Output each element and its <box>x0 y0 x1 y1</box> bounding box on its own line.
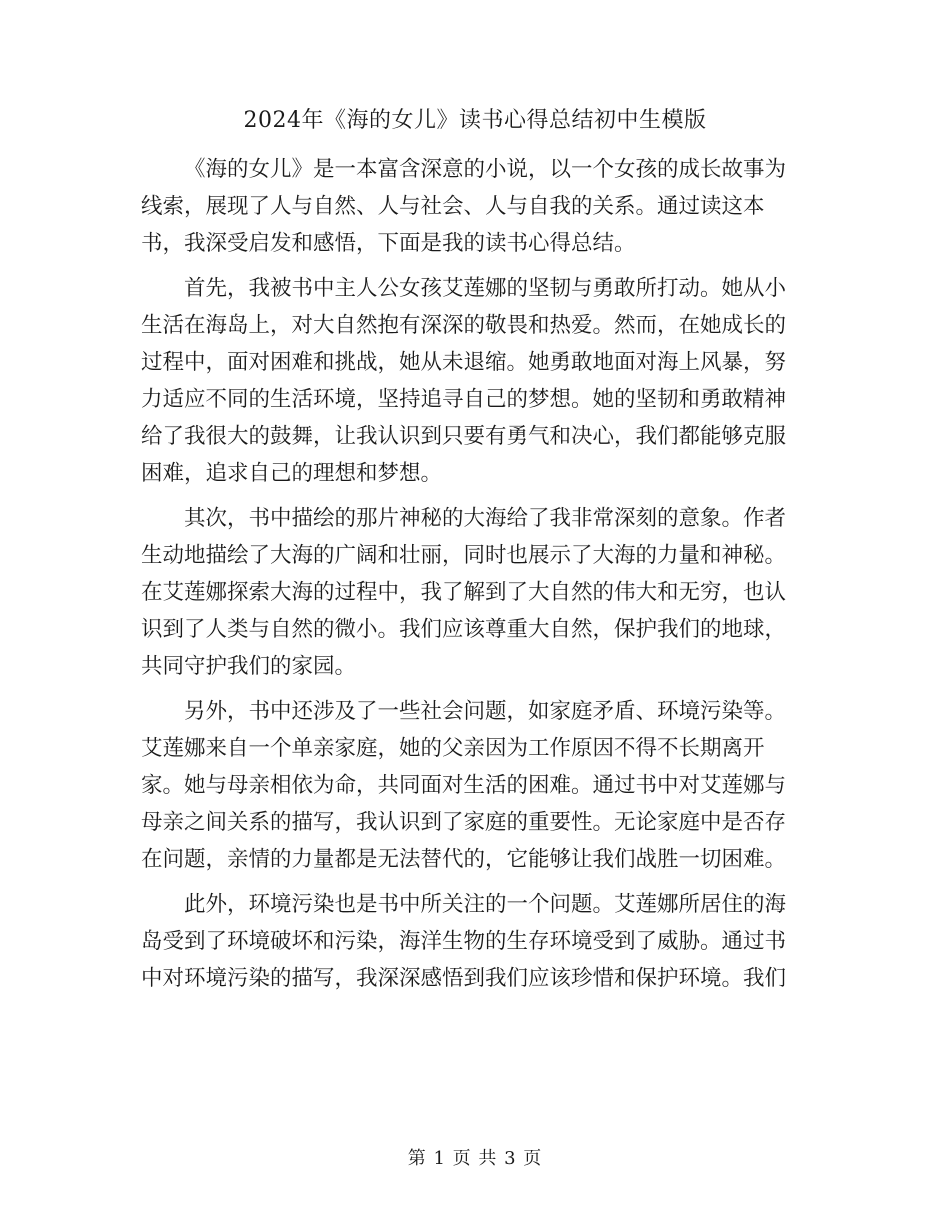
text-line: 书，我深受启发和感悟，下面是我的读书心得总结。 <box>141 231 636 256</box>
text-line: 首先，我被书中主人公女孩艾莲娜的坚韧与勇敢所打动。她从小 <box>184 276 787 301</box>
text-line: 此外，环境污染也是书中所关注的一个问题。艾莲娜所居住的海 <box>184 892 787 917</box>
text-line: 中对环境污染的描写，我深深感悟到我们应该珍惜和保护环境。我们 <box>141 966 787 991</box>
text-line: 《海的女儿》是一本富含深意的小说，以一个女孩的成长故事为 <box>184 157 787 182</box>
paragraph-first <box>141 270 805 492</box>
paragraph-fourth <box>141 886 805 997</box>
text-line: 岛受到了环境破坏和污染，海洋生物的生存环境受到了威胁。通过书 <box>141 929 787 954</box>
paragraph-intro <box>141 151 805 262</box>
text-line: 其次，书中描绘的那片神秘的大海给了我非常深刻的意象。作者 <box>184 506 787 531</box>
text-line: 生活在海岛上，对大自然抱有深深的敬畏和热爱。然而，在她成长的 <box>141 313 787 338</box>
text-line: 给了我很大的鼓舞，让我认识到只要有勇气和决心，我们都能够克服 <box>141 424 787 449</box>
text-line: 母亲之间关系的描写，我认识到了家庭的重要性。无论家庭中是否存 <box>141 810 787 835</box>
page-number-footer: 第 1 页 共 3 页 <box>407 1148 543 1169</box>
text-line: 过程中，面对困难和挑战，她从未退缩。她勇敢地面对海上风暴，努 <box>141 350 787 375</box>
text-line: 线索，展现了人与自然、人与社会、人与自我的关系。通过读这本 <box>141 194 765 219</box>
text-line: 识到了人类与自然的微小。我们应该尊重大自然，保护我们的地球， <box>141 617 787 642</box>
text-line: 生动地描绘了大海的广阔和壮丽，同时也展示了大海的力量和神秘。 <box>141 543 787 568</box>
text-line: 另外，书中还涉及了一些社会问题，如家庭矛盾、环境污染等。 <box>184 699 787 724</box>
text-line: 力适应不同的生活环境，坚持追寻自己的梦想。她的坚韧和勇敢精神 <box>141 387 787 412</box>
document-body <box>141 151 805 1005</box>
text-line: 艾莲娜来自一个单亲家庭，她的父亲因为工作原因不得不长期离开 <box>141 736 765 761</box>
paragraph-second <box>141 500 805 685</box>
paragraph-third <box>141 693 805 878</box>
document-title: 2024年《海的女儿》读书心得总结初中生模版 <box>243 108 707 133</box>
text-line: 在问题，亲情的力量都是无法替代的，它能够让我们战胜一切困难。 <box>141 847 787 872</box>
text-line: 共同守护我们的家园。 <box>141 654 357 679</box>
text-line: 困难，追求自己的理想和梦想。 <box>141 461 443 486</box>
text-line: 在艾莲娜探索大海的过程中，我了解到了大自然的伟大和无穷，也认 <box>141 580 787 605</box>
text-line: 家。她与母亲相依为命，共同面对生活的困难。通过书中对艾莲娜与 <box>141 773 787 798</box>
